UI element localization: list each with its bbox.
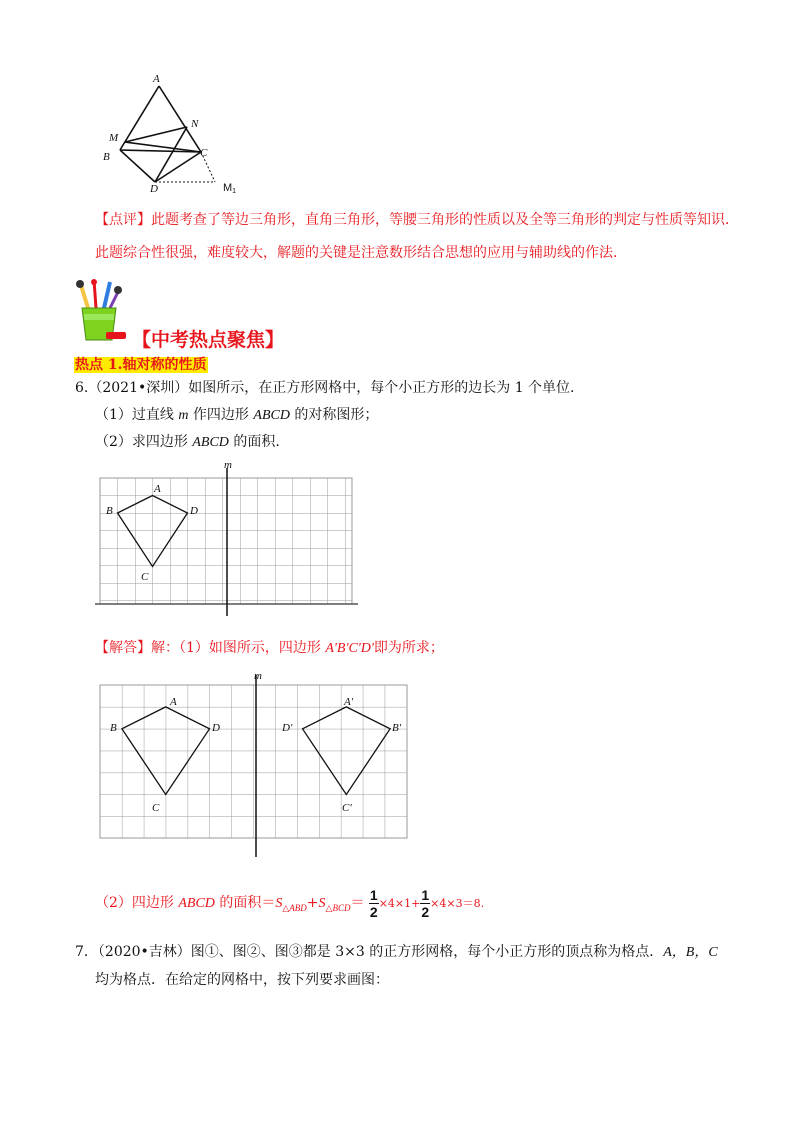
comment-line-1 <box>95 210 739 230</box>
geometry-figure-1 <box>95 70 255 195</box>
hotspot-label <box>74 354 208 374</box>
area-answer: （2）四边形 ABCD 的面积$=S_{\triangle ABD}+S_{\triangle BCD}=$ $\frac{1}{2}$ ×4×1+ $\frac{1}{2}$ ×4×3＝8. <box>95 886 485 920</box>
grid2-label-m: m <box>254 670 262 682</box>
label-c: C <box>200 147 208 159</box>
q7-line-2: 均为格点．在给定的网格中，按下列要求画图： <box>95 972 389 988</box>
comment-text-1: 此题考查了等边三角形，直角三角形，等腰三角形的性质以及全等三角形的判定与性质等知识． <box>151 212 739 228</box>
grid1-label-d: D <box>190 505 198 517</box>
grid2-label-b: B <box>110 722 117 734</box>
comment-tag: 【点评】 <box>95 212 151 228</box>
hotspot-text: 热点 1.轴对称的性质 <box>75 357 207 373</box>
fraction-2: $\frac{1}{2}$ <box>421 886 430 920</box>
grid-figure-2 <box>90 665 420 860</box>
grid2-label-b-prime: B' <box>392 722 402 734</box>
q7-line-1: 7．（2020•吉林）图①、图②、图③都是 3×3 的正方形网格，每个小正方形的顶点称为格点．A，B，C <box>75 944 718 960</box>
grid-figure-1 <box>90 458 370 623</box>
section-title: 【中考热点聚焦】 <box>132 329 285 351</box>
label-n: N <box>191 118 199 130</box>
q6-part-2: （2）求四边形 ABCD 的面积. <box>95 434 280 450</box>
grid1-label-b: B <box>106 505 113 517</box>
grid1-label-c: C <box>141 571 149 583</box>
label-a: A <box>153 73 160 85</box>
grid2-label-d: D <box>212 722 220 734</box>
label-m1: M1 <box>223 182 237 195</box>
label-d: D <box>150 183 158 195</box>
grid1-label-m: m <box>224 459 232 471</box>
comment-line-2: 此题综合性很强，难度较大，解题的关键是注意数形结合思想的应用与辅助线的作法. <box>95 245 618 261</box>
label-m: M <box>109 132 119 144</box>
grid2-label-c: C <box>152 802 160 814</box>
q6-part-1: （1）过直线 m 作四边形 ABCD 的对称图形； <box>95 407 379 423</box>
grid2-label-c-prime: C' <box>342 802 352 814</box>
pen-holder-icon <box>70 278 130 346</box>
q6-stem: 6.（2021•深圳）如图所示，在正方形网格中，每个小正方形的边长为 1 个单位. <box>75 380 575 396</box>
label-b: B <box>103 151 110 163</box>
fraction-1: $\frac{1}{2}$ <box>369 886 378 920</box>
grid2-label-a-prime: A' <box>344 696 354 708</box>
grid2-label-d-prime: D' <box>282 722 293 734</box>
grid1-label-a: A <box>154 483 161 495</box>
grid2-label-a: A <box>170 696 177 708</box>
answer-line-1: 【解答】解：（1）如图所示，四边形 A'B'C'D'即为所求； <box>95 640 444 656</box>
